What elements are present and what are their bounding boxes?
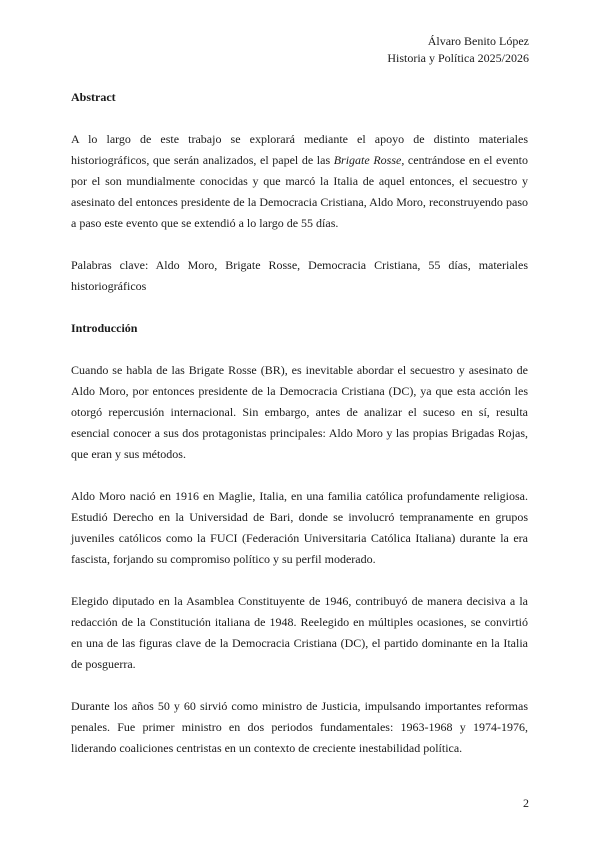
abstract-italic-term: Brigate Rosse (333, 153, 402, 167)
abstract-paragraph (71, 129, 528, 234)
course-name: Historia y Política 2025/2026 (387, 51, 529, 65)
page-header (387, 33, 529, 67)
author-name: Álvaro Benito López (427, 34, 529, 48)
intro-paragraph-3: Elegido diputado en la Asamblea Constituyente de 1946, contribuyó de manera decisiva a la redacción de la Constitución italiana de 1948. Reelegido en múltiples ocasiones, se convirtió en una de las figuras clave de la Democracia Cristiana (DC), el partido dominante en la Italia de posguerra. (71, 594, 528, 671)
abstract-text-start: A lo largo de este trabajo se explorará mediante el apoyo de distinto materiales historiográficos, que serán analizados, el papel de las (71, 132, 528, 167)
abstract-text-end: , centrándose en el evento por el son mundialmente conocidas y que marcó la Italia de aquel entonces, el secuestro y asesinato del entonces presidente de la Democracia Cristiana, Aldo Moro, reconstruyendo paso a paso este evento que se extendió a lo largo de 55 días. (71, 153, 528, 230)
keywords-paragraph: Palabras clave: Aldo Moro, Brigate Rosse, Democracia Cristiana, 55 días, materiales historiográficos (71, 258, 528, 293)
page-number: 2 (523, 796, 529, 810)
intro-paragraph-2: Aldo Moro nació en 1916 en Maglie, Italia, en una familia católica profundamente religiosa. Estudió Derecho en la Universidad de Bari, donde se involucró tempranamente en grupos juveniles católicos como la FUCI (Federación Universitaria Católica Italiana) durante la era fascista, forjando su compromiso político y su perfil moderado. (71, 489, 528, 566)
introduction-heading: Introducción (71, 321, 138, 335)
intro-paragraph-4: Durante los años 50 y 60 sirvió como ministro de Justicia, impulsando importantes reformas penales. Fue primer ministro en dos periodos fundamentales: 1963-1968 y 1974-1976, liderando coaliciones centristas en un contexto de creciente inestabilidad política. (71, 699, 528, 755)
page-content (71, 87, 528, 759)
intro-paragraph-1: Cuando se habla de las Brigate Rosse (BR), es inevitable abordar el secuestro y asesinato de Aldo Moro, por entonces presidente de la Democracia Cristiana (DC), ya que esta acción les otorgó repercusión internacional. Sin embargo, antes de analizar el suceso en sí, resulta esencial conocer a sus dos protagonistas principales: Aldo Moro y las propias Brigadas Rojas, que eran y sus métodos. (71, 363, 528, 461)
abstract-heading: Abstract (71, 90, 116, 104)
